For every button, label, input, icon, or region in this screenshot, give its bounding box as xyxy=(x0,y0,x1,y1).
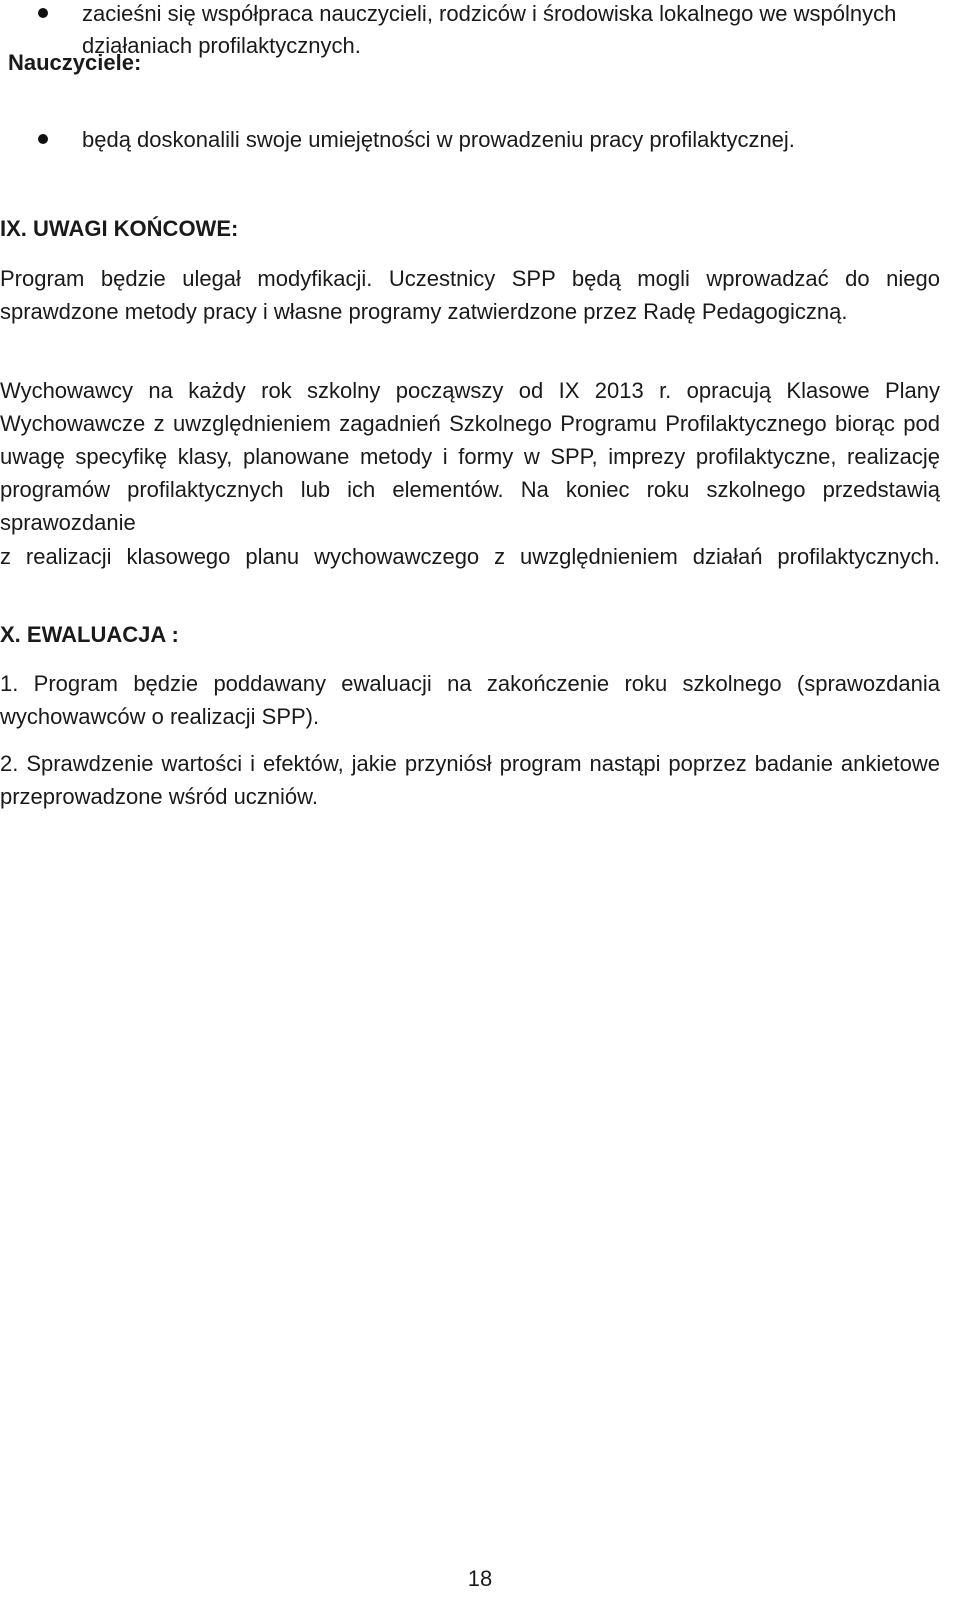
paragraph-class-plans: Wychowawcy na każdy rok szkolny począwszy od IX 2013 r. opracują Klasowe Plany Wychowawcze z uwzględnieniem zagadnień Szkolnego Programu Profilaktycznego biorąc pod uwagę specyfikę klasy, planowane metody i formy w SPP, imprezy profilaktyczne, realizację programów profilaktycznych lub ich elementów. Na koniec roku szkolnego przedstawią sprawozdanie xyxy=(0,378,940,535)
bullet-text: będą doskonalili swoje umiejętności w prowadzeniu pracy profilaktycznej. xyxy=(82,127,795,152)
section-heading-x: X. EWALUACJA : xyxy=(0,622,179,647)
section-heading-ix: IX. UWAGI KOŃCOWE: xyxy=(0,216,239,241)
paragraph-modifications: Program będzie ulegał modyfikacji. Uczestnicy SPP będą mogli wprowadzać do niego sprawdzone metody pracy i własne programy zatwierdzone przez Radę Pedagogiczną. xyxy=(0,266,940,324)
evaluation-item-1: 1. Program będzie poddawany ewaluacji na zakończenie roku szkolnego (sprawozdania wychowawców o realizacji SPP). xyxy=(0,671,940,729)
bullet-icon xyxy=(38,8,48,18)
teachers-heading: Nauczyciele: xyxy=(8,50,142,75)
paragraph-class-report: z realizacji klasowego planu wychowawczego z uwzględnieniem działań profilaktycznych. xyxy=(0,544,940,569)
evaluation-item-2: 2. Sprawdzenie wartości i efektów, jakie przyniósł program nastąpi poprzez badanie ankietowe przeprowadzone wśród uczniów. xyxy=(0,751,940,809)
bullet-icon xyxy=(38,134,48,144)
bullet-text: zacieśni się współpraca nauczycieli, rodziców i środowiska lokalnego we wspólnych działaniach profilaktycznych. xyxy=(82,1,897,58)
page-number: 18 xyxy=(467,1566,493,1591)
